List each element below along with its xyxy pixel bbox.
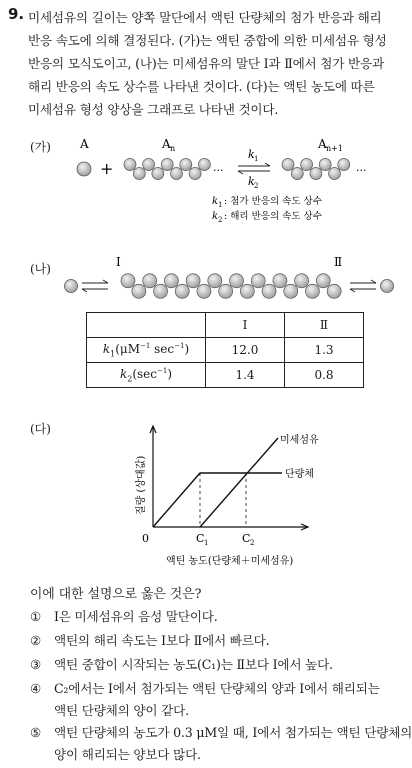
actin-bead [310, 168, 322, 180]
end-1-label: Ⅰ [116, 255, 121, 269]
option-number: ⑤ [30, 725, 42, 740]
monomer-bead [77, 162, 91, 176]
exchange-arrows-left [82, 280, 108, 292]
y-axis-label: 질량 (상대값) [136, 455, 147, 515]
option-number: ③ [30, 657, 42, 672]
actin-bead [251, 274, 265, 288]
panel-na-label: (나) [30, 262, 51, 276]
k2-note: : 해리 반응의 속도 상수 [224, 211, 322, 222]
actin-bead [230, 274, 244, 288]
actin-bead [301, 159, 313, 171]
equilibrium-arrows [238, 163, 270, 174]
table-header-row [87, 313, 364, 338]
answer-option-3[interactable] [30, 654, 333, 676]
option-text-continued: 액틴 단량체의 양이 같다. [54, 703, 189, 718]
k1-row-label: $k_1(\mu M^{-1}$ $\sec^{-1}$) [87, 338, 206, 363]
stem-line: 미세섬유의 길이는 양쪽 말단에서 액틴 단량체의 첨가 반응과 해리 [28, 10, 382, 25]
product-sub: n+1 [326, 144, 343, 153]
option-number: ① [30, 609, 42, 624]
actin-bead [305, 284, 319, 298]
filament-ends-diagram [0, 250, 412, 308]
actin-bead [338, 159, 350, 171]
actin-bead [284, 284, 298, 298]
series-monomer-label: 단량체 [285, 469, 314, 480]
plus-sign: + [100, 159, 114, 178]
k2-note-symbol: k [212, 211, 219, 222]
option-text: 액틴 중합이 시작되는 농도(C₁)는 Ⅱ보다 Ⅰ에서 높다. [54, 657, 333, 672]
actin-bead [132, 284, 146, 298]
table-cell: 1.3 [285, 338, 364, 363]
panel-ga-label: (가) [30, 140, 51, 154]
k1-symbol: k [248, 148, 255, 161]
answer-option-1[interactable] [30, 606, 218, 628]
actin-bead [186, 274, 200, 288]
actin-bead [143, 159, 155, 171]
actin-bead [327, 284, 341, 298]
actin-bead [240, 284, 254, 298]
concentration-graph [0, 420, 412, 570]
c2-tick-label: C [242, 532, 251, 545]
polymerization-diagram [0, 130, 412, 230]
x-axis-label: 액틴 농도(단량체＋미세섬유) [166, 556, 294, 567]
k1-sub: 1 [254, 155, 259, 163]
table-row [87, 338, 364, 363]
table-cell: 1.4 [206, 363, 285, 388]
actin-bead [175, 284, 189, 298]
option-number: ④ [30, 681, 42, 696]
filament-chain-an [124, 159, 210, 180]
actin-bead [329, 168, 341, 180]
k1-note: : 첨가 반응의 속도 상수 [224, 196, 322, 207]
stem-line: 반응의 모식도이고, (나)는 미세섬유의 말단 Ⅰ과 Ⅱ에서 첨가 반응과 [28, 56, 384, 71]
table-row [87, 363, 364, 388]
filament-chain-an1 [282, 159, 350, 180]
end-2-label: Ⅱ [334, 255, 343, 269]
origin-label: 0 [142, 532, 149, 545]
chain-sub: n [170, 144, 176, 153]
chain-label: A [162, 137, 171, 151]
c1-tick-label: C [196, 532, 205, 545]
actin-bead [180, 159, 192, 171]
actin-bead [154, 284, 168, 298]
rate-constant-table [86, 312, 364, 388]
option-number: ② [30, 633, 42, 648]
actin-bead [208, 274, 222, 288]
k2-note-sub: 2 [218, 216, 223, 224]
actin-bead [198, 159, 210, 171]
free-monomer-left [65, 280, 78, 293]
ellipsis: ··· [356, 164, 367, 177]
k1-note-symbol: k [212, 196, 219, 207]
question-prompt: 이에 대한 설명으로 옳은 것은? [30, 587, 202, 602]
stem-line: 반응 속도에 의해 결정된다. (가)는 액틴 중합에 의한 미세섬유 형성 [28, 33, 387, 48]
k1-note-sub: 1 [218, 201, 223, 209]
table-header-cell: Ⅰ [206, 313, 285, 338]
actin-bead [143, 274, 157, 288]
stem-line: 미세섬유 형성 양상을 그래프로 나타낸 것이다. [28, 102, 279, 117]
actin-bead [133, 168, 145, 180]
series-filament-line [200, 438, 278, 527]
k2-sub: 2 [254, 182, 259, 190]
actin-bead [124, 159, 136, 171]
actin-bead [171, 168, 183, 180]
option-text: C₂에서는 Ⅰ에서 첨가되는 액틴 단량체의 양과 Ⅰ에서 해리되는 [54, 681, 380, 696]
table-cell: 12.0 [206, 338, 285, 363]
option-text: Ⅰ은 미세섬유의 음성 말단이다. [54, 609, 218, 624]
table-header-cell [87, 313, 206, 338]
actin-bead [282, 159, 294, 171]
stem-line: 해리 반응의 속도 상수를 나타낸 것이다. (다)는 액틴 농도에 따른 [28, 79, 375, 94]
answer-option-5[interactable] [30, 722, 412, 766]
series-monomer-line [153, 473, 282, 527]
ellipsis: ··· [213, 164, 224, 177]
k2-row-label: $k_2(\sec^{-1})$ [87, 363, 206, 388]
actin-bead [319, 159, 331, 171]
actin-bead [189, 168, 201, 180]
answer-option-2[interactable] [30, 630, 269, 652]
actin-bead [161, 159, 173, 171]
actin-bead [295, 274, 309, 288]
c1-tick-sub: 1 [204, 539, 209, 547]
actin-bead [262, 284, 276, 298]
option-text: 액틴의 해리 속도는 Ⅰ보다 Ⅱ에서 빠르다. [54, 633, 270, 648]
exchange-arrows-right [350, 280, 376, 292]
series-filament-label: 미세섬유 [280, 435, 319, 446]
actin-bead [121, 274, 135, 288]
actin-bead [219, 284, 233, 298]
monomer-label: A [80, 137, 89, 151]
question-number: 9. [8, 5, 25, 23]
option-text: 액틴 단량체의 농도가 0.3 μM일 때, Ⅰ에서 첨가되는 액틴 단량체의 [54, 725, 412, 740]
answer-option-4[interactable] [30, 678, 380, 722]
actin-bead [273, 274, 287, 288]
table-header-cell: Ⅱ [285, 313, 364, 338]
product-label: A [318, 137, 327, 151]
long-filament [121, 274, 341, 299]
actin-bead [316, 274, 330, 288]
table-cell: 0.8 [285, 363, 364, 388]
option-text-continued: 양이 해리되는 양보다 많다. [54, 747, 201, 762]
actin-bead [291, 168, 303, 180]
free-monomer-right [381, 280, 394, 293]
actin-bead [152, 168, 164, 180]
question-stem [28, 6, 404, 121]
actin-bead [197, 284, 211, 298]
c2-tick-sub: 2 [250, 539, 255, 547]
panel-da-label: (다) [30, 422, 51, 436]
actin-bead [164, 274, 178, 288]
k2-symbol: k [248, 175, 255, 188]
